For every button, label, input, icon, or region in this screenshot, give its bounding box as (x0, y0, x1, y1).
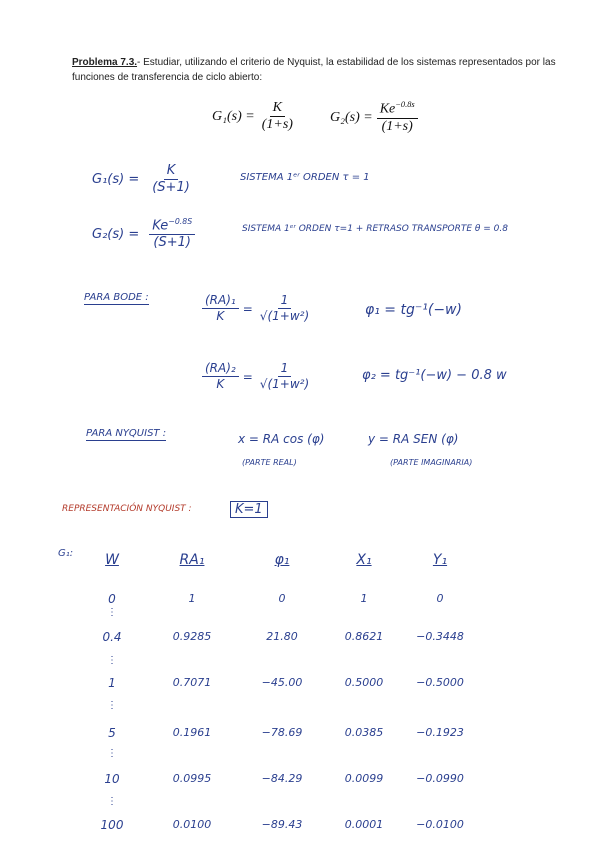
table-cell: −0.1923 (416, 726, 464, 739)
note-g1-comment: SISTEMA 1ᵉʳ ORDEN τ = 1 (240, 172, 370, 183)
ellipsis-dot: ⋮ (107, 700, 117, 711)
table-cell: 0.0099 (344, 772, 384, 785)
note-g1-fraction (149, 164, 193, 196)
table-cell: 0.4 (102, 630, 122, 644)
note-g1-num: K (164, 164, 179, 180)
note-g2-comment: SISTEMA 1ᵉʳ ORDEN τ=1 + RETRASO TRANSPORTE θ = 0.8 (242, 224, 508, 234)
bode-ra2-num: (RA)₂ (202, 362, 239, 377)
nyquist-x-note: (PARTE REAL) (242, 458, 297, 467)
note-g1-lhs: G₁(s) = (92, 172, 140, 188)
bode-ra1-rhs (257, 294, 312, 323)
given-g2-den: (1+s) (381, 118, 413, 134)
table-cell: 0 (108, 592, 116, 606)
ellipsis-dot: ⋮ (107, 655, 117, 666)
table-cell: 1 (188, 592, 196, 605)
nyquist-y-eq: y = RA SEN (φ) (368, 432, 459, 446)
given-g2-exp: −0.8s (395, 100, 415, 109)
table-cell: −0.0100 (416, 818, 464, 831)
note-g1 (92, 164, 193, 196)
table-cell: −0.3448 (416, 630, 464, 643)
bode-ra1: $\frac{\text{(RA)₁}}{K}$ = $\frac{1}{\text{√(1+w²)}}$ (202, 294, 312, 323)
bode-ra2: $\frac{\text{(RA)₂}}{K}$ = $\frac{1}{\text{√(1+w²)}}$ (202, 362, 312, 391)
table-cell: 0.0995 (172, 772, 212, 785)
table-cell: 1 (360, 592, 368, 605)
table-cell: 10 (104, 772, 120, 786)
table-cell: −45.00 (261, 676, 303, 689)
table-cell: 1 (108, 676, 116, 690)
header-x1: X₁ (356, 552, 372, 568)
note-g2-num: Ke (152, 218, 169, 234)
representation-k (230, 502, 268, 517)
note-g2-exp: −0.8S (168, 217, 193, 226)
bode-ra2-den: K (216, 376, 225, 391)
table-cell: −0.5000 (416, 676, 464, 689)
bode-ra1-fraction (202, 294, 239, 323)
bode-ra1-den: K (216, 308, 225, 323)
problem-statement (72, 57, 556, 68)
table-row-label: G₁: (58, 548, 74, 559)
problem-text-line1: - Estudiar, utilizando el criterio de Nyquist, la estabilidad de los sistemas representados por las (137, 57, 556, 68)
table-cell: 0.8621 (344, 630, 384, 643)
table-cell: 100 (100, 818, 124, 832)
table-cell: 0.5000 (344, 676, 384, 689)
bode-ra1-rhs-num: 1 (278, 294, 292, 309)
k-box: K=1 (230, 501, 268, 518)
table-cell: 21.80 (266, 630, 298, 643)
note-g2-lhs: G₂(s) = (92, 226, 140, 242)
ellipsis-dot: ⋮ (107, 796, 117, 807)
bode-phi1: φ₁ = tg⁻¹(−w) (365, 302, 462, 318)
table-cell: 5 (108, 726, 116, 740)
given-g2 (330, 100, 418, 136)
given-g2-fraction (377, 100, 418, 136)
bode-ra1-num: (RA)₁ (202, 294, 239, 309)
given-g1-den: (1+s) (261, 117, 293, 133)
problem-text-line2: funciones de transferencia de ciclo abierto: (72, 72, 263, 83)
header-phi1: φ₁ (274, 552, 290, 568)
given-g2-num: Ke (379, 101, 396, 117)
problem-title: Problema 7.3. (72, 57, 138, 68)
header-w: W (105, 552, 119, 568)
header-y1: Y₁ (432, 552, 448, 568)
table-cell: 0.1961 (172, 726, 212, 739)
ellipsis-dot: ⋮ (107, 607, 117, 618)
nyquist-x-eq: x = RA cos (φ) (238, 432, 325, 446)
note-g2-den: (S+1) (153, 235, 191, 251)
note-g2 (92, 218, 195, 251)
bode-ra1-rhs-den: √(1+w²) (259, 308, 310, 323)
given-g1-fraction (259, 100, 296, 134)
table-cell: 0.9285 (172, 630, 212, 643)
table-cell: −0.0990 (416, 772, 464, 785)
table-cell: 0 (278, 592, 286, 605)
representation-label: REPRESENTACIÓN NYQUIST : (62, 504, 192, 514)
table-cell: 0.0001 (344, 818, 384, 831)
given-g2-lhs: G₂(s) = (330, 109, 373, 125)
bode-ra2-fraction (202, 362, 239, 391)
table-cell: −84.29 (261, 772, 303, 785)
table-cell: 0.0385 (344, 726, 384, 739)
bode-phi2: φ₂ = tg⁻¹(−w) − 0.8 w (362, 368, 507, 383)
note-g2-fraction (149, 218, 195, 251)
table-cell: −89.43 (261, 818, 303, 831)
note-g1-den: (S+1) (152, 179, 190, 195)
bode-ra2-rhs (257, 362, 312, 391)
table-cell: 0.7071 (172, 676, 212, 689)
given-g1-lhs: G₁(s) = (212, 108, 255, 124)
given-g1 (212, 100, 296, 134)
bode-ra2-rhs-num: 1 (278, 362, 292, 377)
bode-ra2-rhs-den: √(1+w²) (259, 376, 310, 391)
table-cell: −78.69 (261, 726, 303, 739)
bode-label: PARA BODE : (84, 292, 149, 303)
given-g1-num: K (270, 100, 285, 117)
nyquist-label: PARA NYQUIST : (86, 428, 167, 439)
ellipsis-dot: ⋮ (107, 748, 117, 759)
table-cell: 0 (436, 592, 444, 605)
table-cell: 0.0100 (172, 818, 212, 831)
header-ra1: RA₁ (179, 552, 205, 568)
nyquist-y-note: (PARTE IMAGINARIA) (390, 458, 473, 467)
